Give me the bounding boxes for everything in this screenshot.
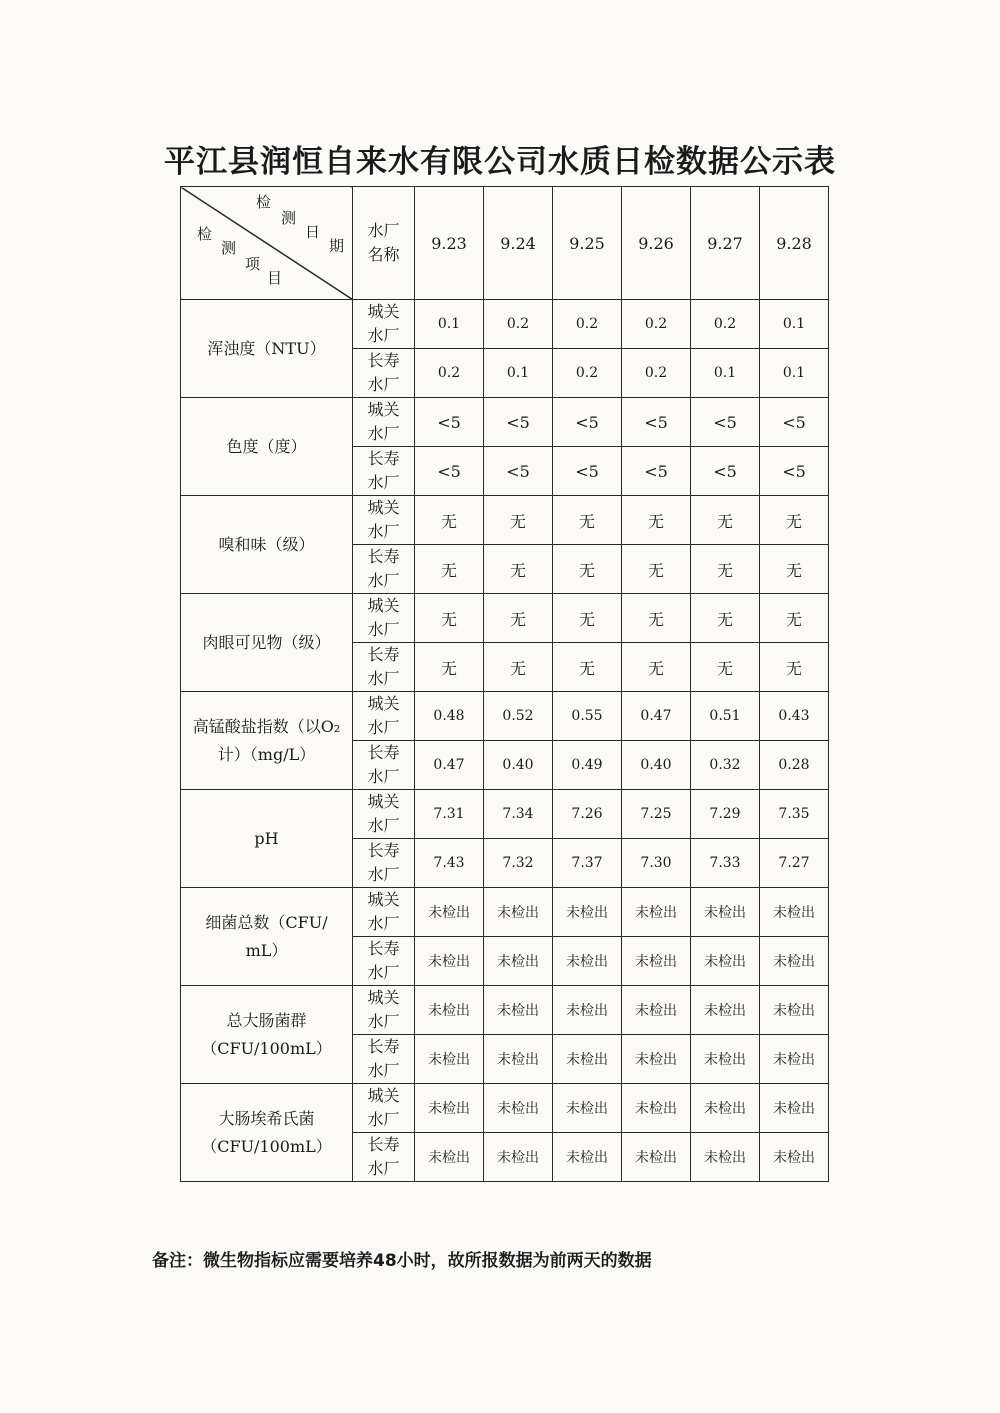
value-cell: 未检出	[622, 1133, 691, 1182]
corner-date-char: 期	[329, 237, 345, 255]
plant-name: 城关水厂	[353, 986, 415, 1035]
value-cell: 无	[553, 594, 622, 643]
value-cell: 无	[622, 496, 691, 545]
value-cell: 7.29	[691, 790, 760, 839]
value-cell: 未检出	[760, 888, 829, 937]
value-cell: 无	[691, 594, 760, 643]
plant-name: 长寿水厂	[353, 447, 415, 496]
value-cell: 未检出	[484, 888, 553, 937]
value-cell: 未检出	[691, 1035, 760, 1084]
value-cell: <5	[691, 447, 760, 496]
value-cell: 未检出	[415, 1084, 484, 1133]
value-cell: 未检出	[484, 1084, 553, 1133]
value-cell: 无	[553, 643, 622, 692]
value-cell: <5	[415, 398, 484, 447]
value-cell: 0.1	[415, 300, 484, 349]
value-cell: 无	[484, 643, 553, 692]
value-cell: 7.37	[553, 839, 622, 888]
plant-name: 长寿水厂	[353, 349, 415, 398]
value-cell: 未检出	[484, 1035, 553, 1084]
date-header: 9.24	[484, 187, 553, 300]
value-cell: 无	[760, 594, 829, 643]
value-cell: 7.33	[691, 839, 760, 888]
value-cell: 无	[415, 545, 484, 594]
value-cell: 0.49	[553, 741, 622, 790]
test-item-name: 色度（度）	[181, 398, 353, 496]
value-cell: 7.35	[760, 790, 829, 839]
value-cell: 无	[484, 496, 553, 545]
value-cell: 未检出	[691, 1084, 760, 1133]
value-cell: 无	[484, 594, 553, 643]
value-cell: 7.43	[415, 839, 484, 888]
test-item-name: 浑浊度（NTU）	[181, 300, 353, 398]
value-cell: 未检出	[760, 1084, 829, 1133]
table-row	[181, 398, 829, 447]
plant-name: 城关水厂	[353, 692, 415, 741]
value-cell: 未检出	[760, 1035, 829, 1084]
value-cell: 无	[553, 496, 622, 545]
value-cell: 0.2	[622, 349, 691, 398]
value-cell: <5	[553, 398, 622, 447]
value-cell: 0.52	[484, 692, 553, 741]
value-cell: 未检出	[691, 937, 760, 986]
value-cell: 0.40	[622, 741, 691, 790]
corner-item-char: 目	[267, 269, 283, 287]
value-cell: 未检出	[622, 1035, 691, 1084]
corner-item-char: 项	[245, 255, 261, 273]
date-header: 9.28	[760, 187, 829, 300]
value-cell: 0.1	[484, 349, 553, 398]
test-item-name: 嗅和味（级）	[181, 496, 353, 594]
date-header: 9.26	[622, 187, 691, 300]
value-cell: 未检出	[691, 986, 760, 1035]
value-cell: 未检出	[415, 986, 484, 1035]
corner-item-char: 检	[197, 225, 213, 243]
value-cell: 无	[691, 496, 760, 545]
plant-header: 水厂名称	[353, 187, 415, 300]
value-cell: 未检出	[415, 937, 484, 986]
value-cell: <5	[622, 398, 691, 447]
plant-name: 城关水厂	[353, 1084, 415, 1133]
value-cell: 未检出	[553, 1035, 622, 1084]
plant-name: 城关水厂	[353, 398, 415, 447]
table-row	[181, 496, 829, 545]
page-title: 平江县润恒自来水有限公司水质日检数据公示表	[164, 144, 836, 180]
value-cell: 0.2	[691, 300, 760, 349]
value-cell: 7.27	[760, 839, 829, 888]
value-cell: 无	[415, 594, 484, 643]
plant-name: 城关水厂	[353, 496, 415, 545]
plant-name: 长寿水厂	[353, 937, 415, 986]
value-cell: 无	[622, 545, 691, 594]
value-cell: 0.2	[553, 300, 622, 349]
value-cell: 0.2	[553, 349, 622, 398]
value-cell: 未检出	[553, 888, 622, 937]
value-cell: 7.34	[484, 790, 553, 839]
plant-name: 长寿水厂	[353, 741, 415, 790]
test-item-name: 高锰酸盐指数（以O₂计）（mg/L）	[181, 692, 353, 790]
test-item-name: 总大肠菌群（CFU/100mL）	[181, 986, 353, 1084]
value-cell: 未检出	[622, 937, 691, 986]
value-cell: 0.55	[553, 692, 622, 741]
test-item-name: 肉眼可见物（级）	[181, 594, 353, 692]
test-item-name: 细菌总数（CFU/ mL）	[181, 888, 353, 986]
value-cell: 0.2	[484, 300, 553, 349]
value-cell: 7.25	[622, 790, 691, 839]
table-row	[181, 300, 829, 349]
test-item-name: 大肠埃希氏菌（CFU/100mL）	[181, 1084, 353, 1182]
corner-date-char: 日	[305, 223, 321, 241]
value-cell: 0.28	[760, 741, 829, 790]
value-cell: 0.32	[691, 741, 760, 790]
value-cell: <5	[415, 447, 484, 496]
table-row	[181, 888, 829, 937]
value-cell: 未检出	[622, 986, 691, 1035]
corner-date-char: 检	[256, 193, 272, 211]
value-cell: 未检出	[415, 888, 484, 937]
plant-name: 长寿水厂	[353, 839, 415, 888]
plant-name: 城关水厂	[353, 300, 415, 349]
value-cell: 无	[415, 496, 484, 545]
table-row	[181, 594, 829, 643]
value-cell: 未检出	[484, 937, 553, 986]
table-row	[181, 986, 829, 1035]
date-header: 9.25	[553, 187, 622, 300]
value-cell: 0.2	[622, 300, 691, 349]
value-cell: 未检出	[553, 937, 622, 986]
value-cell: 0.47	[415, 741, 484, 790]
corner-item-char: 测	[221, 239, 237, 257]
value-cell: 未检出	[553, 1133, 622, 1182]
value-cell: 未检出	[415, 1133, 484, 1182]
value-cell: 无	[622, 643, 691, 692]
value-cell: <5	[760, 398, 829, 447]
value-cell: 未检出	[415, 1035, 484, 1084]
plant-name: 长寿水厂	[353, 643, 415, 692]
value-cell: 未检出	[553, 986, 622, 1035]
plant-name: 长寿水厂	[353, 1133, 415, 1182]
value-cell: 未检出	[553, 1084, 622, 1133]
value-cell: 未检出	[484, 1133, 553, 1182]
value-cell: <5	[553, 447, 622, 496]
value-cell: 未检出	[622, 1084, 691, 1133]
value-cell: 7.32	[484, 839, 553, 888]
value-cell: 7.31	[415, 790, 484, 839]
value-cell: 无	[484, 545, 553, 594]
header-row	[181, 187, 829, 300]
value-cell: 未检出	[760, 986, 829, 1035]
value-cell: 无	[691, 545, 760, 594]
value-cell: 7.26	[553, 790, 622, 839]
value-cell: 无	[760, 643, 829, 692]
value-cell: 未检出	[691, 1133, 760, 1182]
value-cell: 未检出	[760, 937, 829, 986]
value-cell: 0.1	[760, 300, 829, 349]
value-cell: 无	[760, 496, 829, 545]
table-row	[181, 692, 829, 741]
value-cell: 7.30	[622, 839, 691, 888]
value-cell: 未检出	[484, 986, 553, 1035]
value-cell: <5	[484, 447, 553, 496]
value-cell: <5	[691, 398, 760, 447]
value-cell: <5	[484, 398, 553, 447]
plant-name: 城关水厂	[353, 594, 415, 643]
value-cell: 无	[553, 545, 622, 594]
value-cell: 0.43	[760, 692, 829, 741]
value-cell: 无	[415, 643, 484, 692]
table-row	[181, 790, 829, 839]
footnote: 备注：微生物指标应需要培养48小时，故所报数据为前两天的数据	[152, 1251, 652, 1271]
date-header: 9.23	[415, 187, 484, 300]
value-cell: 0.48	[415, 692, 484, 741]
corner-date-char: 测	[281, 209, 297, 227]
value-cell: <5	[622, 447, 691, 496]
plant-name: 长寿水厂	[353, 1035, 415, 1084]
value-cell: 0.2	[415, 349, 484, 398]
value-cell: 0.1	[691, 349, 760, 398]
table-row	[181, 1084, 829, 1133]
value-cell: 无	[622, 594, 691, 643]
water-quality-table	[180, 186, 829, 1182]
value-cell: 0.40	[484, 741, 553, 790]
value-cell: 未检出	[760, 1133, 829, 1182]
date-header: 9.27	[691, 187, 760, 300]
value-cell: 0.51	[691, 692, 760, 741]
corner-header-cell	[181, 187, 353, 300]
plant-name: 长寿水厂	[353, 545, 415, 594]
value-cell: 0.1	[760, 349, 829, 398]
value-cell: <5	[760, 447, 829, 496]
value-cell: 无	[760, 545, 829, 594]
value-cell: 无	[691, 643, 760, 692]
value-cell: 未检出	[691, 888, 760, 937]
plant-name: 城关水厂	[353, 790, 415, 839]
value-cell: 0.47	[622, 692, 691, 741]
test-item-name: pH	[181, 790, 353, 888]
value-cell: 未检出	[622, 888, 691, 937]
plant-name: 城关水厂	[353, 888, 415, 937]
